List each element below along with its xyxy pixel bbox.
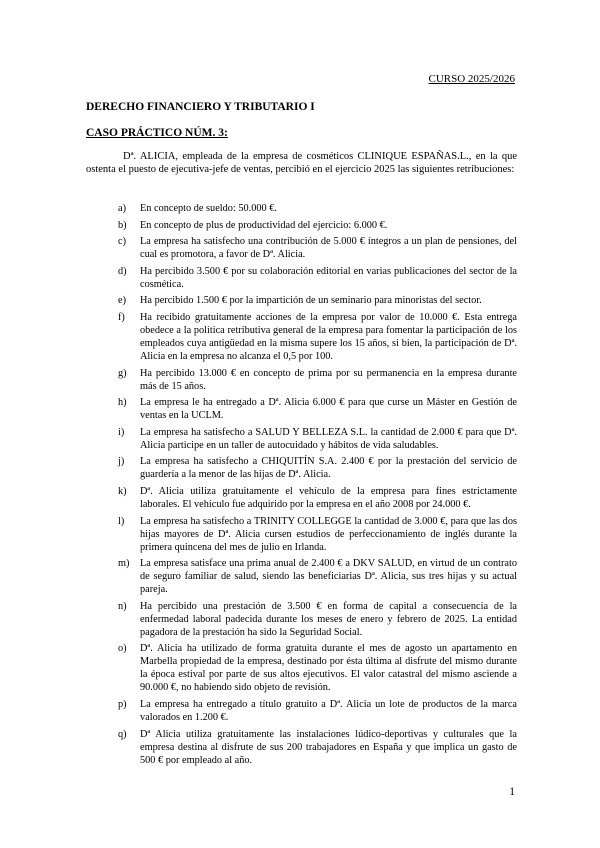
item-letter: n): [118, 600, 127, 612]
item-letter: d): [118, 265, 127, 277]
list-item: [118, 557, 517, 596]
list-item: [118, 235, 517, 261]
list-item: [118, 426, 517, 452]
item-letter: e): [118, 295, 126, 307]
item-text: La empresa ha entregado a título gratuito a Dª. Alicia un lote de productos de la marca valorados en 1.200 €.: [140, 698, 517, 723]
item-text: En concepto de sueldo: 50.000 €.: [140, 203, 277, 214]
item-letter: j): [118, 456, 125, 468]
item-letter: f): [118, 311, 125, 323]
item-letter: m): [118, 558, 130, 570]
item-text: En concepto de plus de productividad del ejercicio: 6.000 €.: [140, 219, 388, 231]
case-title: CASO PRÁCTICO NÚM. 3:: [86, 127, 228, 139]
item-text: Ha percibido una prestación de 3.500 € en forma de capital a consecuencia de la enfermedad laboral padecida durante los meses de enero y febrero de 2025. La entidad pagadora de la prestación ha sido la Seguridad Social.: [140, 600, 517, 638]
list-item: [118, 642, 517, 694]
item-letter: a): [118, 203, 126, 214]
list-item: [118, 698, 517, 724]
item-letter: i): [118, 426, 125, 438]
list-item: [118, 728, 517, 767]
list-item: [118, 294, 517, 307]
list-item: [118, 600, 517, 639]
item-text: Ha percibido 1.500 € por la impartición de un seminario para minoristas del sector.: [140, 295, 482, 307]
retribution-list: [118, 202, 517, 770]
item-text: Ha percibido 3.500 € por su colaboración editorial en varias publicaciones del sector de la cosmética.: [140, 265, 517, 290]
page-number: 1: [509, 786, 515, 798]
item-text: La empresa ha satisfecho a SALUD Y BELLEZA S.L. la cantidad de 2.000 € para que Dª. Alicia participe en un taller de autocuidado y hábitos de vida saludables.: [140, 426, 517, 451]
list-item: [118, 515, 517, 554]
item-text: La empresa ha satisfecho a CHIQUITÍN S.A. 2.400 € por la prestación del servicio de guardería a la menor de las hijas de Dª. Alicia.: [140, 456, 517, 481]
item-letter: c): [118, 236, 126, 248]
item-letter: h): [118, 397, 127, 409]
list-item: [118, 367, 517, 393]
item-letter: p): [118, 698, 127, 710]
course-label: CURSO 2025/2026: [428, 73, 515, 85]
item-letter: g): [118, 367, 127, 379]
item-letter: k): [118, 485, 127, 497]
item-letter: q): [118, 728, 127, 740]
list-item: [118, 396, 517, 422]
item-text: Dª Alicia utiliza gratuitamente las instalaciones lúdico-deportivas y culturales que la empresa destina al disfrute de sus 200 trabajadores en España y que implica un gasto de 500 € por empleado al año.: [140, 728, 517, 766]
item-text: La empresa satisface una prima anual de 2.400 € a DKV SALUD, en virtud de un contrato de seguro familiar de salud, siendo las beneficiarias Dª. Alicia, sus tres hijas y su actual pareja.: [140, 558, 517, 596]
item-text: Ha recibido gratuitamente acciones de la empresa por valor de 10.000 €. Esta entrega obedece a la política retributiva general de la empresa para fomentar la participación de los empleados cuya antigüedad en la misma supere los 15 años, si bien, la participación de Dª. Alicia en la empresa no alcanza el 0,5 por 100.: [140, 311, 517, 362]
list-item: [118, 202, 517, 215]
item-text: La empresa ha satisfecho a TRINITY COLLEGGE la cantidad de 3.000 €, para que las dos hijas mayores de Dª. Alicia cursen estudios de perfeccionamiento de inglés durante la primera quincena del mes de julio en Irlanda.: [140, 515, 517, 553]
item-text: Dª. Alicia ha utilizado de forma gratuita durante el mes de agosto un apartamento en Marbella propiedad de la empresa, destinado por ésta última al disfrute del mismo durante la época estival por parte de sus altos ejecutivos. El valor catastral del mismo asciende a 90.000 €, no habiendo sido objeto de revisión.: [140, 643, 517, 694]
intro-paragraph: Dª. ALICIA, empleada de la empresa de cosméticos CLINIQUE ESPAÑAS.L., en la que ostenta el puesto de ejecutiva-jefe de ventas, percibió en el ejercicio 2025 las siguientes retribuciones:: [86, 151, 517, 175]
subject-title: DERECHO FINANCIERO Y TRIBUTARIO I: [86, 101, 315, 113]
list-item: [118, 311, 517, 363]
item-text: Ha percibido 13.000 € en concepto de prima por su permanencia en la empresa durante más de 15 años.: [140, 367, 517, 392]
list-item: [118, 265, 517, 291]
list-item: [118, 485, 517, 511]
item-letter: l): [118, 515, 125, 527]
item-text: La empresa le ha entregado a Dª. Alicia 6.000 € para que curse un Máster en Gestión de ventas en la UCLM.: [140, 397, 517, 422]
item-text: Dª. Alicia utiliza gratuitamente el vehículo de la empresa para fines estrictamente laborales. El vehículo fue adquirido por la empresa en el año 2008 por 24.000 €.: [140, 485, 517, 510]
item-letter: b): [118, 219, 127, 231]
list-item: [118, 455, 517, 481]
item-letter: o): [118, 643, 127, 655]
list-item: [118, 219, 517, 232]
item-text: La empresa ha satisfecho una contribución de 5.000 € íntegros a un plan de pensiones, del cual es promotora, a favor de Dª. Alicia.: [140, 236, 517, 261]
